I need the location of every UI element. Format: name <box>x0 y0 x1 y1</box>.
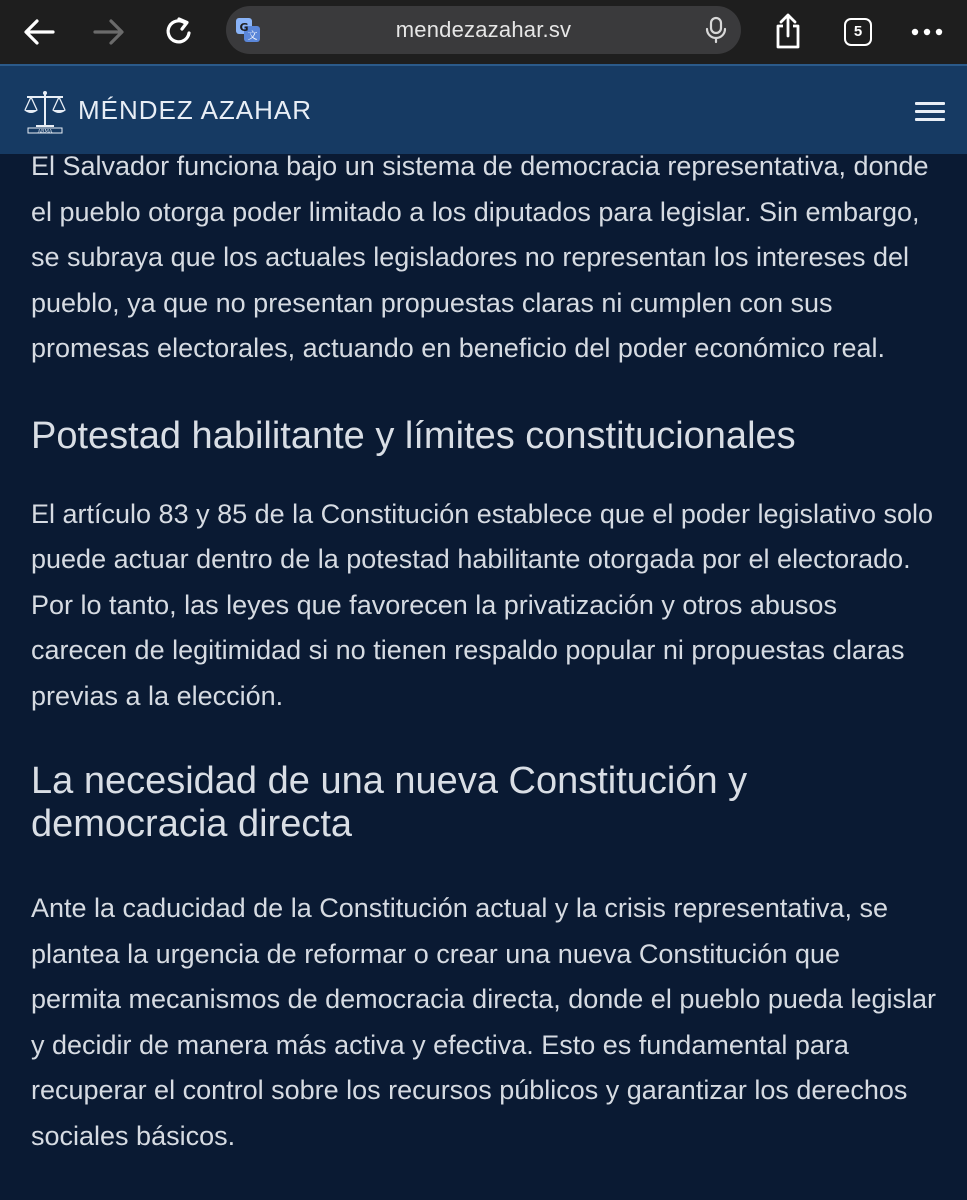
more-options-button[interactable] <box>905 10 949 54</box>
more-options-icon <box>911 28 943 36</box>
svg-text:文: 文 <box>247 31 258 42</box>
reload-icon <box>163 16 195 48</box>
tabs-button[interactable] <box>836 10 880 54</box>
section-heading-potestad: Potestad habilitante y límites constitucionales <box>31 414 796 457</box>
logo-text: ARMA <box>37 129 53 134</box>
url-text[interactable]: mendezazahar.sv <box>395 17 572 42</box>
article-content <box>31 144 936 1159</box>
section-heading-nueva-constitucion: La necesidad de una nueva Constitución y democracia directa <box>31 760 748 845</box>
hamburger-icon-bar <box>915 110 945 113</box>
forward-arrow-icon <box>93 18 125 46</box>
section-paragraph-nueva-constitucion: Ante la caducidad de la Constitución actual y la crisis representativa, se plantea la urgencia de reformar o crear una nueva Constitución que permita mecanismos de democracia directa, donde el pueblo pueda legislar y decidir de manera más activa y efectiva. Esto es fundamental para recuperar el control sobre los recursos públicos y garantizar los derechos sociales básicos. <box>31 893 937 1151</box>
section-paragraph-potestad: El artículo 83 y 85 de la Constitución establece que el poder legislativo solo puede actuar dentro de la potestad habilitante otorgada por el electorado. Por lo tanto, las leyes que favorecen la privatización y otros abusos carecen de legitimidad si no tienen respaldo popular ni propuestas claras previas a la elección. <box>31 498 934 711</box>
site-header <box>0 64 967 154</box>
share-button[interactable] <box>766 8 810 54</box>
hamburger-icon-bar <box>915 118 945 121</box>
site-brand[interactable]: MÉNDEZ AZAHAR <box>78 95 313 125</box>
microphone-icon[interactable] <box>703 16 729 44</box>
hamburger-icon <box>915 102 945 105</box>
hamburger-menu-button[interactable] <box>915 96 945 126</box>
tab-count-badge: 5 <box>844 18 872 46</box>
back-arrow-icon <box>23 18 55 46</box>
svg-text:G: G <box>239 21 249 34</box>
back-button[interactable] <box>17 10 61 54</box>
browser-toolbar <box>0 0 967 64</box>
address-bar[interactable] <box>226 6 741 54</box>
forward-button[interactable] <box>87 10 131 54</box>
share-icon <box>773 12 803 50</box>
reload-button[interactable] <box>157 10 201 54</box>
article-intro-paragraph: El Salvador funciona bajo un sistema de democracia representativa, donde el pueblo otorga poder limitado a los diputados para legislar. Sin embargo, se subraya que los actuales legisladores no representan los intereses del pueblo, ya que no presentan propuestas claras ni cumplen con sus promesas electorales, actuando en beneficio del poder económico real. <box>31 151 929 363</box>
scales-of-justice-logo-icon[interactable] <box>22 88 68 134</box>
